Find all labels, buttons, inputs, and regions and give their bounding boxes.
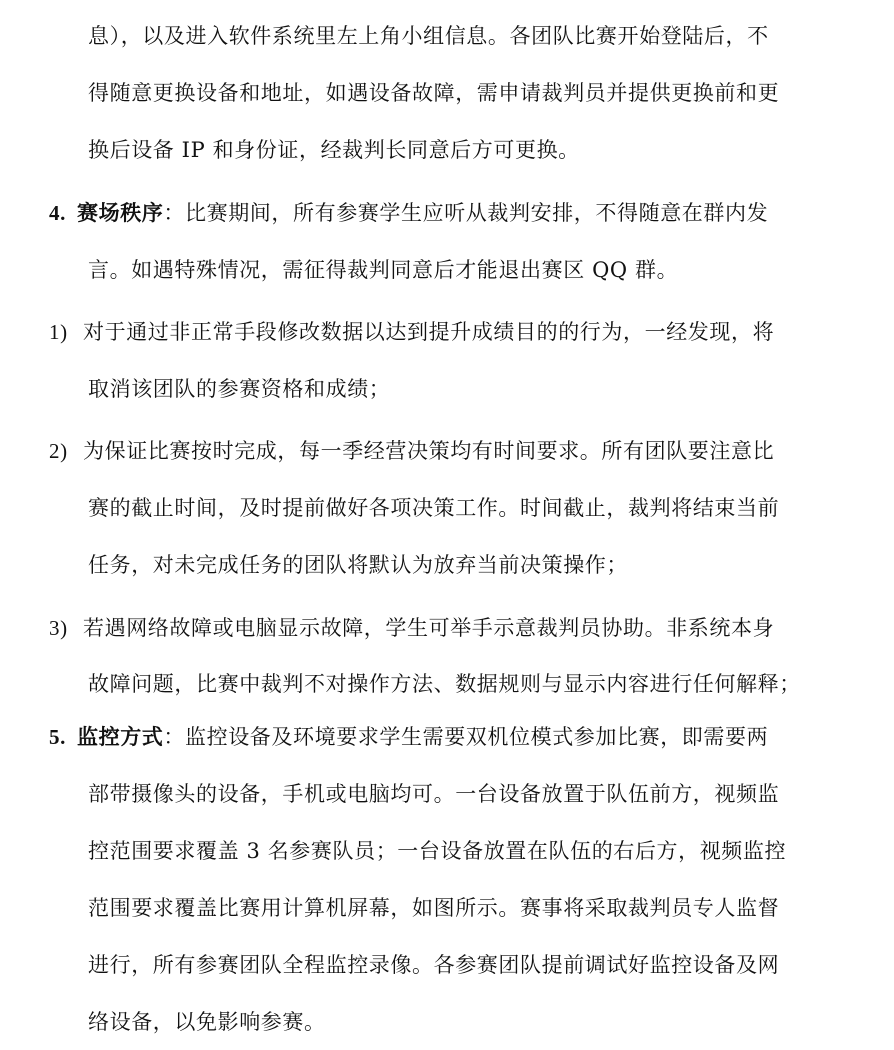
paragraph-line: 换后设备 IP 和身份证，经裁判长同意后方可更换。 [88, 138, 580, 162]
paragraph-line: 故障问题，比赛中裁判不对操作方法、数据规则与显示内容进行任何解释； [88, 672, 801, 696]
paragraph-line: 控范围要求覆盖 3 名参赛队员；一台设备放置在队伍的右后方，视频监控 [88, 839, 787, 863]
paragraph-line: 息），以及进入软件系统里左上角小组信息。各团队比赛开始登陆后，不 [88, 24, 769, 48]
sub-item-text: 为保证比赛按时完成，每一季经营决策均有时间要求。所有团队要注意比 [83, 439, 775, 463]
paragraph-line: 任务，对未完成任务的团队将默认为放弃当前决策操作； [88, 553, 628, 577]
sub-item-1 [49, 318, 774, 346]
item-text: ：监控设备及环境要求学生需要双机位模式参加比赛，即需要两 [163, 725, 769, 749]
sub-item-number: 1) [49, 320, 68, 344]
sub-item-number: 3) [49, 616, 68, 640]
sub-item-text: 若遇网络故障或电脑显示故障，学生可举手示意裁判员协助。非系统本身 [83, 616, 775, 640]
sub-item-text: 对于通过非正常手段修改数据以达到提升成绩目的的行为，一经发现，将 [83, 320, 775, 344]
list-item-5 [49, 723, 768, 751]
item-number: 5. [49, 725, 66, 749]
paragraph-line: 取消该团队的参赛资格和成绩； [88, 377, 391, 401]
paragraph-line: 进行，所有参赛团队全程监控录像。各参赛团队提前调试好监控设备及网 [88, 953, 780, 977]
paragraph-line: 络设备，以免影响参赛。 [88, 1010, 326, 1034]
list-item-4 [49, 199, 768, 227]
sub-item-3 [49, 614, 774, 642]
item-term: 赛场秩序 [77, 200, 164, 225]
item-text: ：比赛期间，所有参赛学生应听从裁判安排，不得随意在群内发 [163, 201, 769, 225]
sub-item-2 [49, 437, 774, 465]
item-term: 监控方式 [77, 724, 164, 749]
sub-item-number: 2) [49, 439, 68, 463]
paragraph-line: 部带摄像头的设备，手机或电脑均可。一台设备放置于队伍前方，视频监 [88, 782, 780, 806]
item-number: 4. [49, 201, 66, 225]
paragraph-line: 范围要求覆盖比赛用计算机屏幕，如图所示。赛事将采取裁判员专人监督 [88, 896, 780, 920]
paragraph-line: 赛的截止时间，及时提前做好各项决策工作。时间截止，裁判将结束当前 [88, 496, 780, 520]
paragraph-line: 言。如遇特殊情况，需征得裁判同意后才能退出赛区 QQ 群。 [88, 258, 679, 282]
paragraph-line: 得随意更换设备和地址，如遇设备故障，需申请裁判员并提供更换前和更 [88, 81, 780, 105]
